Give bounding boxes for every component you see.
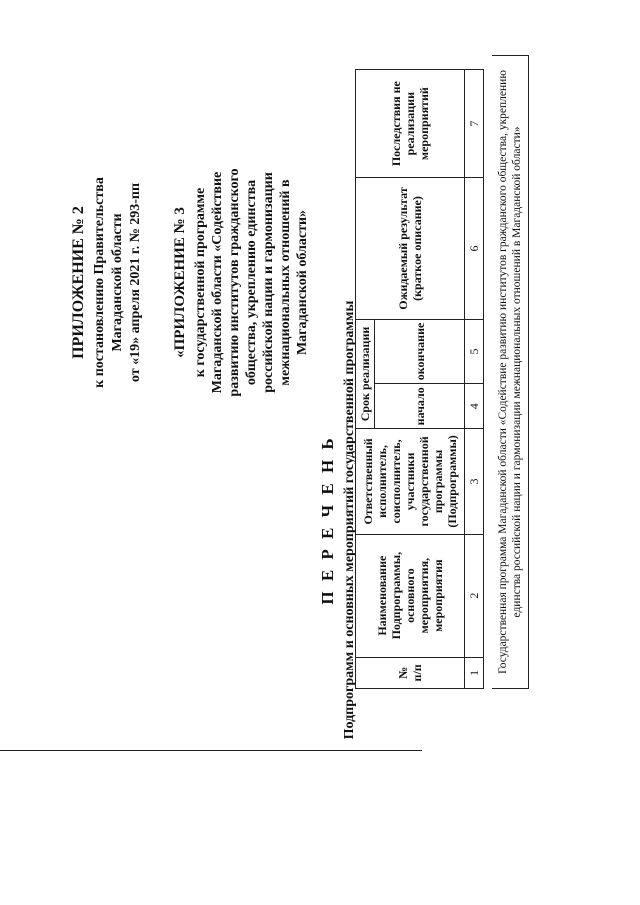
col-number: 3 [465, 429, 484, 534]
header-term: Срок реализации [356, 319, 375, 429]
col-number: 5 [465, 319, 484, 384]
col-number: 4 [465, 384, 484, 429]
page-title: П Е Р Е Ч Е Н Ь [318, 435, 337, 605]
list-title [318, 285, 358, 755]
appendix-2-title: ПРИЛОЖЕНИЕ № 2 [70, 206, 87, 359]
page-subtitle: Подпрограмм и основных мероприятий государственной программы [342, 300, 357, 740]
appendix-header [70, 150, 145, 415]
program-name: Магаданской области «Содействие развитию институтов гражданского общества, укреплению единства российской нации и гармонизации межнациональных отношений в Магаданской области» [210, 168, 310, 397]
header-executor: Ответственный исполнитель, соисполнитель, участники государственной программы (Подпрограммы) [356, 429, 465, 534]
region-line: Магаданской области [110, 213, 125, 352]
resolution-line: к постановлению Правительства [92, 177, 107, 388]
measures-table [355, 69, 484, 689]
header-end: окончание [375, 319, 465, 384]
col-number: 1 [465, 657, 484, 688]
program-line: к государственной программе [193, 187, 208, 378]
program-row: Государственная программа Магаданской области «Содействие развитию институтов гражданского общества, укреплению единства российской нации и гармонизации межнациональных отношений в Магаданской области» [492, 55, 529, 689]
date-line: от «19» апреля 2021 г. № 293-пп [128, 182, 143, 383]
appendix-3-block [172, 150, 311, 415]
header-start: начало [375, 384, 465, 429]
header-name: Наименование Подпрограммы, основного мероприятия, мероприятия [356, 534, 465, 657]
col-number: 7 [465, 70, 484, 178]
header-row [356, 70, 375, 689]
header-num: № п/п [356, 657, 465, 688]
header-result: Ожидаемый результат (краткое описание) [356, 178, 465, 319]
col-number: 2 [465, 534, 484, 657]
header-consequences: Последствия не реализации мероприятий [356, 70, 465, 178]
col-number: 6 [465, 178, 484, 319]
appendix-3-title: «ПРИЛОЖЕНИЕ № 3 [172, 207, 188, 358]
divider-line [0, 750, 422, 751]
numbers-row [465, 70, 484, 689]
